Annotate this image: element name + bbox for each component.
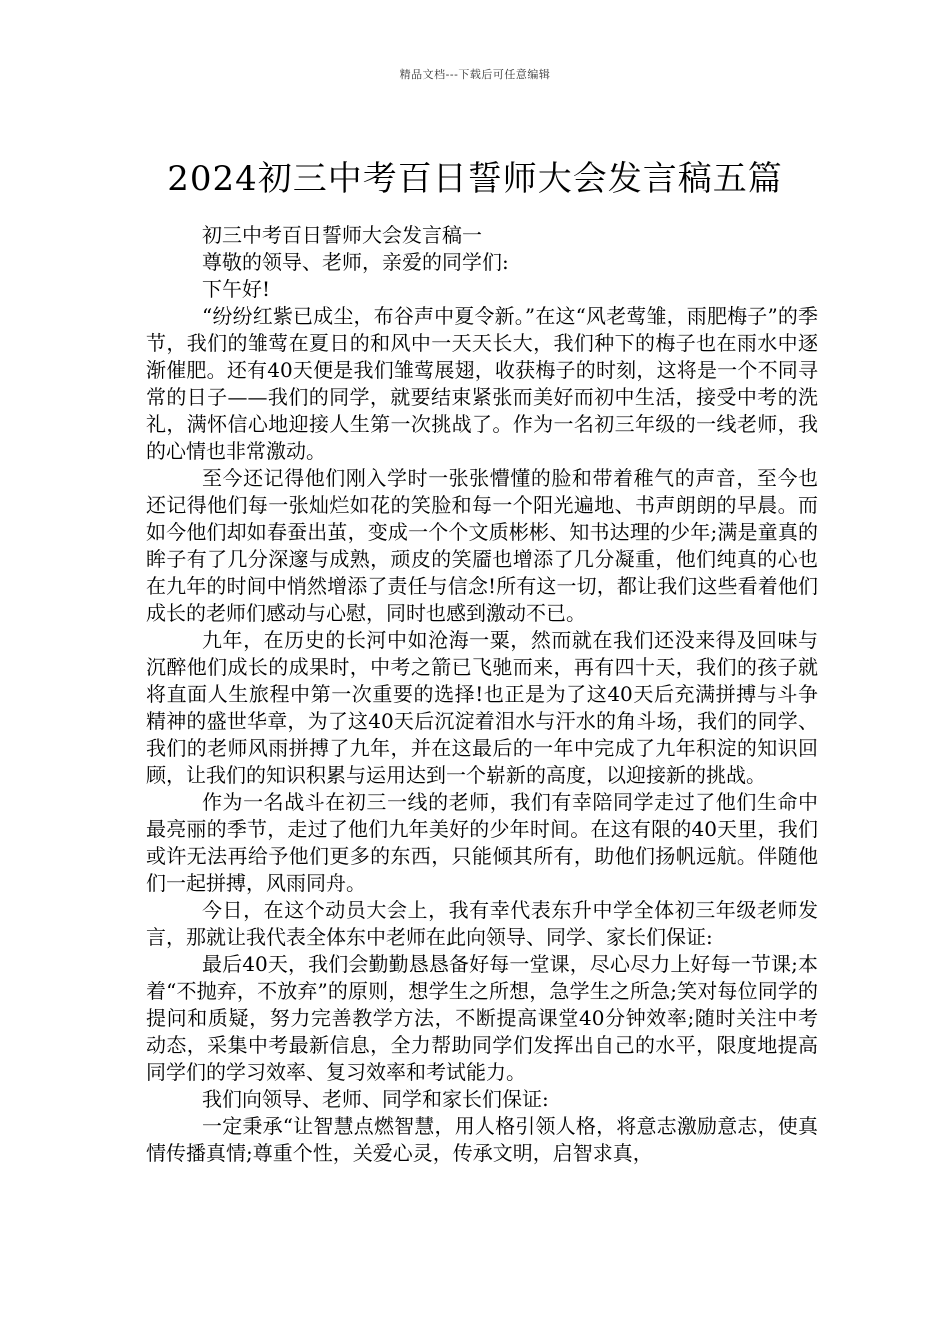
- document-title: 2024初三中考百日誓师大会发言稿五篇: [167, 158, 783, 199]
- paragraph: 一定秉承“让智慧点燃智慧，用人格引领人格，将意志激励意志，使真情传播真情;尊重个性，关爱心灵，传承文明，启智求真，: [146, 1114, 818, 1165]
- paragraph-subtitle: 初三中考百日誓师大会发言稿一: [202, 223, 482, 247]
- paragraph: 我们向领导、老师、同学和家长们保证:: [202, 1087, 549, 1111]
- paragraph: 九年，在历史的长河中如沧海一粟，然而就在我们还没来得及回味与沉醉他们成长的成果时，中考之箭已飞驰而来，再有四十天，我们的孩子就将直面人生旅程中第一次重要的选择!也正是为了这40天后充满拼搏与斗争精神的盛世华章，为了这40天后沉淀着泪水与汗水的角斗场，我们的同学、我们的老师风雨拼搏了九年，并在这最后的一年中完成了九年积淀的知识回顾，让我们的知识积累与运用达到一个崭新的高度，以迎接新的挑战。: [146, 628, 818, 787]
- document-body: [146, 222, 818, 1167]
- paragraph: 最后40天，我们会勤勤恳恳备好每一堂课，尽心尽力上好每一节课;本着“不抛弃，不放弃”的原则，想学生之所想，急学生之所急;笑对每位同学的提问和质疑，努力完善教学方法，不断提高课堂40分钟效率;随时关注中考动态，采集中考最新信息，全力帮助同学们发挥出自己的水平，限度地提高同学们的学习效率、复习效率和考试能力。: [146, 952, 818, 1084]
- paragraph: 至今还记得他们刚入学时一张张懵懂的脸和带着稚气的声音，至今也还记得他们每一张灿烂如花的笑脸和每一个阳光遍地、书声朗朗的早晨。而如今他们却如春蚕出茧，变成一个个文质彬彬、知书达理的少年;满是童真的眸子有了几分深邃与成熟，顽皮的笑靥也增添了几分凝重，他们纯真的心也在九年的时间中悄然增添了责任与信念!所有这一切，都让我们这些看着他们成长的老师们感动与心慰，同时也感到激动不已。: [146, 466, 818, 625]
- paragraph-salutation: 尊敬的领导、老师，亲爱的同学们:: [202, 250, 509, 274]
- paragraph: “纷纷红紫已成尘，布谷声中夏令新。”在这“风老莺雏，雨肥梅子”的季节，我们的雏莺在夏日的和风中一天天长大，我们种下的梅子也在雨水中逐渐催肥。还有40天便是我们雏莺展翅，收获梅子的时刻，这将是一个不同寻常的日子——我们的同学，就要结束紧张而美好而初中生活，接受中考的洗礼，满怀信心地迎接人生第一次挑战了。作为一名初三年级的一线老师，我的心情也非常激动。: [146, 304, 818, 463]
- paragraph: 今日，在这个动员大会上，我有幸代表东升中学全体初三年级老师发言，那就让我代表全体东中老师在此向领导、同学、家长们保证:: [146, 898, 818, 949]
- header-note: 精品文档---下载后可任意编辑: [399, 68, 551, 81]
- paragraph-greeting: 下午好!: [202, 277, 271, 301]
- paragraph: 作为一名战斗在初三一线的老师，我们有幸陪同学走过了他们生命中最亮丽的季节，走过了他们九年美好的少年时间。在这有限的40天里，我们或许无法再给予他们更多的东西，只能倾其所有，助他们扬帆远航。伴随他们一起拼搏，风雨同舟。: [146, 790, 818, 895]
